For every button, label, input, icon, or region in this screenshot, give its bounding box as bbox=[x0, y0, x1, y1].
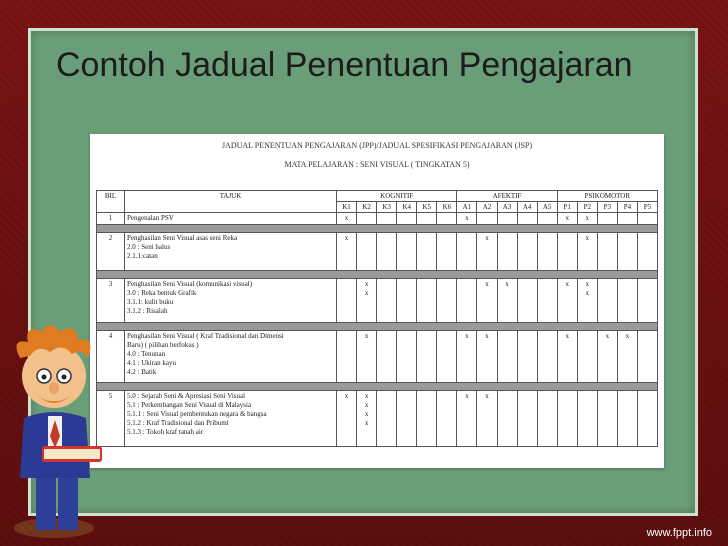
topic-line: Penghasilan Seni Visual asas seni Reka bbox=[127, 234, 238, 242]
mark: x bbox=[585, 214, 590, 222]
mark-cell-p2 bbox=[577, 213, 597, 225]
mark-cell-a5 bbox=[537, 331, 557, 383]
mark: x bbox=[344, 392, 349, 400]
row-number: 4 bbox=[97, 331, 125, 383]
slide-title: Contoh Jadual Penentuan Pengajaran bbox=[56, 46, 633, 84]
mark-cell-p1 bbox=[557, 391, 577, 447]
topic-line: 2.0 : Seni halus bbox=[127, 243, 171, 251]
separator-cell bbox=[97, 323, 658, 331]
mark-cell-a1 bbox=[457, 279, 477, 323]
mark-cell-p2 bbox=[577, 391, 597, 447]
mark: x bbox=[364, 419, 369, 427]
subheader-p4: P4 bbox=[617, 202, 637, 213]
mark-cell-a1 bbox=[457, 213, 477, 225]
subheader-p1: P1 bbox=[557, 202, 577, 213]
row-separator bbox=[97, 383, 658, 391]
separator-cell bbox=[97, 225, 658, 233]
mark-cell-p1 bbox=[557, 233, 577, 271]
mark-cell-a1 bbox=[457, 331, 477, 383]
mark-cell-k5 bbox=[417, 213, 437, 225]
mark-cell-k4 bbox=[397, 279, 417, 323]
mark-cell-a4 bbox=[517, 391, 537, 447]
row-separator bbox=[97, 323, 658, 331]
mark-cell-p5 bbox=[637, 279, 657, 323]
subheader-a4: A4 bbox=[517, 202, 537, 213]
mark-cell-p4 bbox=[617, 213, 637, 225]
mark: x bbox=[565, 214, 569, 222]
row-topic bbox=[125, 391, 337, 447]
mark: x bbox=[485, 234, 489, 242]
teaching-specification-table bbox=[96, 190, 658, 447]
mark-cell-k6 bbox=[437, 213, 457, 225]
subheader-k2: K2 bbox=[357, 202, 377, 213]
mark-cell-k4 bbox=[397, 233, 417, 271]
mark-cell-p5 bbox=[637, 391, 657, 447]
row-number: 2 bbox=[97, 233, 125, 271]
document-image bbox=[90, 134, 664, 468]
mark-cell-p3 bbox=[597, 279, 617, 323]
table-row bbox=[97, 331, 658, 383]
subheader-k1: K1 bbox=[337, 202, 357, 213]
topic-line: 4.0 : Tenunan bbox=[127, 350, 166, 358]
mark-cell-k5 bbox=[417, 233, 437, 271]
mark: x bbox=[364, 401, 369, 409]
mark-cell-k5 bbox=[417, 331, 437, 383]
subheader-a5: A5 bbox=[537, 202, 557, 213]
mark-cell-a3 bbox=[497, 391, 517, 447]
mark: x bbox=[585, 289, 590, 297]
subheader-a3: A3 bbox=[497, 202, 517, 213]
row-topic bbox=[125, 279, 337, 323]
topic-line: 3.1.1: kulit buku bbox=[127, 298, 174, 306]
mark-cell-k5 bbox=[417, 391, 437, 447]
document-subheading: MATA PELAJARAN : SENI VISUAL ( TINGKATAN 5) bbox=[284, 160, 470, 169]
mark-cell-a2 bbox=[477, 279, 497, 323]
mark-cell-p1 bbox=[557, 279, 577, 323]
subheader-k3: K3 bbox=[377, 202, 397, 213]
mark: x bbox=[364, 392, 369, 400]
mark-cell-p5 bbox=[637, 233, 657, 271]
header-bil: BIL bbox=[97, 191, 125, 213]
subheader-p5: P5 bbox=[637, 202, 657, 213]
mark: x bbox=[585, 280, 590, 288]
topic-line: 3.1.2 : Risalah bbox=[127, 307, 168, 315]
separator-cell bbox=[97, 383, 658, 391]
mark: x bbox=[364, 410, 369, 418]
mark-cell-p3 bbox=[597, 331, 617, 383]
mark-cell-p3 bbox=[597, 233, 617, 271]
mark-cell-k1 bbox=[337, 331, 357, 383]
topic-line: Penghasilan Seni Visual ( Kraf Tradisional dan Dimensi bbox=[127, 332, 284, 340]
mark-cell-a3 bbox=[497, 331, 517, 383]
mark-cell-p5 bbox=[637, 213, 657, 225]
mark-cell-k3 bbox=[377, 331, 397, 383]
header-tajuk: TAJUK bbox=[125, 191, 337, 213]
mark-cell-k3 bbox=[377, 233, 397, 271]
mark-cell-a1 bbox=[457, 233, 477, 271]
mark-cell-k3 bbox=[377, 391, 397, 447]
row-separator bbox=[97, 225, 658, 233]
mark: x bbox=[364, 289, 369, 297]
teacher-cartoon-icon bbox=[2, 318, 114, 546]
mark-cell-p2 bbox=[577, 331, 597, 383]
mark-cell-a2 bbox=[477, 391, 497, 447]
mark-cell-k3 bbox=[377, 279, 397, 323]
mark-cell-k6 bbox=[437, 233, 457, 271]
mark: x bbox=[465, 392, 469, 400]
mark-cell-k1 bbox=[337, 213, 357, 225]
row-number: 3 bbox=[97, 279, 125, 323]
mark-cell-a5 bbox=[537, 233, 557, 271]
mark-cell-p4 bbox=[617, 233, 637, 271]
topic-line: 3.0 : Reka bentuk Grafik bbox=[127, 289, 197, 297]
mark: x bbox=[505, 280, 509, 288]
topic-line: 5.1.3 : Tokoh kraf tanah air bbox=[127, 428, 204, 436]
topic-line: 4.1 : Ukiran kayu bbox=[127, 359, 176, 367]
mark-cell-k4 bbox=[397, 331, 417, 383]
mark: x bbox=[485, 392, 489, 400]
mark: x bbox=[465, 214, 469, 222]
mark-cell-k3 bbox=[377, 213, 397, 225]
mark-cell-p4 bbox=[617, 391, 637, 447]
mark-cell-k4 bbox=[397, 391, 417, 447]
mark: x bbox=[364, 332, 369, 340]
header-afektif: AFEKTIF bbox=[457, 191, 557, 202]
mark-cell-k5 bbox=[417, 279, 437, 323]
mark-cell-a5 bbox=[537, 213, 557, 225]
mark: x bbox=[485, 332, 489, 340]
mark-cell-k1 bbox=[337, 279, 357, 323]
mark-cell-a2 bbox=[477, 331, 497, 383]
subheader-a1: A1 bbox=[457, 202, 477, 213]
mark: x bbox=[625, 332, 630, 340]
mark: x bbox=[344, 234, 349, 242]
mark-cell-a2 bbox=[477, 213, 497, 225]
mark-cell-p5 bbox=[637, 331, 657, 383]
mark: x bbox=[364, 280, 369, 288]
mark-cell-k2 bbox=[357, 279, 377, 323]
table-row bbox=[97, 391, 658, 447]
mark: x bbox=[344, 214, 349, 222]
row-number: 1 bbox=[97, 213, 125, 225]
mark-cell-a3 bbox=[497, 233, 517, 271]
mark-cell-a4 bbox=[517, 331, 537, 383]
header-kognitif: KOGNITIF bbox=[337, 191, 457, 202]
row-separator bbox=[97, 271, 658, 279]
mark: x bbox=[585, 234, 590, 242]
row-topic bbox=[125, 331, 337, 383]
mark-cell-a3 bbox=[497, 279, 517, 323]
topic-line: 2.1.1:catan bbox=[127, 252, 158, 260]
mark-cell-a1 bbox=[457, 391, 477, 447]
topic-line: 5.0 : Sejarah Seni & Apresiasi Seni Visual bbox=[127, 392, 246, 400]
row-number: 5 bbox=[97, 391, 125, 447]
mark: x bbox=[465, 332, 469, 340]
mark-cell-a2 bbox=[477, 233, 497, 271]
topic-line: Baru) ( pilihan berfokus ) bbox=[127, 341, 199, 349]
subheader-a2: A2 bbox=[477, 202, 497, 213]
topic-line: 5.1.1 : Seni Visual pembentukan negara & bangsa bbox=[127, 410, 267, 418]
mark-cell-p4 bbox=[617, 279, 637, 323]
subheader-k5: K5 bbox=[417, 202, 437, 213]
subheader-k4: K4 bbox=[397, 202, 417, 213]
mark-cell-a4 bbox=[517, 233, 537, 271]
mark-cell-p3 bbox=[597, 213, 617, 225]
mark-cell-k2 bbox=[357, 213, 377, 225]
mark-cell-k2 bbox=[357, 391, 377, 447]
mark-cell-k4 bbox=[397, 213, 417, 225]
document-heading: JADUAL PENENTUAN PENGAJARAN (JPP)/JADUAL SPESIFIKASI PENGAJARAN (JSP) bbox=[221, 141, 533, 150]
mark-cell-a5 bbox=[537, 279, 557, 323]
separator-cell bbox=[97, 271, 658, 279]
row-topic bbox=[125, 213, 337, 225]
table-row bbox=[97, 213, 658, 225]
mark-cell-p3 bbox=[597, 391, 617, 447]
header-psikomotor: PSIKOMOTOR bbox=[557, 191, 657, 202]
subheader-k6: K6 bbox=[437, 202, 457, 213]
footer-url: www.fppt.info bbox=[646, 527, 712, 539]
mark-cell-k6 bbox=[437, 391, 457, 447]
mark-cell-k6 bbox=[437, 279, 457, 323]
topic-line: 5.1.2 : Kraf Tradisional dan Pribumi bbox=[127, 419, 229, 427]
row-topic bbox=[125, 233, 337, 271]
mark-cell-p4 bbox=[617, 331, 637, 383]
mark: x bbox=[605, 332, 610, 340]
topic-line: 4.2 : Batik bbox=[127, 368, 157, 376]
topic-line: Penghasilan Seni Visual (komunikasi visual) bbox=[127, 280, 253, 288]
subheader-p2: P2 bbox=[577, 202, 597, 213]
mark-cell-p2 bbox=[577, 279, 597, 323]
mark-cell-p1 bbox=[557, 213, 577, 225]
table-row bbox=[97, 233, 658, 271]
mark-cell-a3 bbox=[497, 213, 517, 225]
mark-cell-a4 bbox=[517, 279, 537, 323]
mark: x bbox=[565, 280, 569, 288]
mark-cell-a4 bbox=[517, 213, 537, 225]
mark: x bbox=[485, 280, 489, 288]
mark-cell-a5 bbox=[537, 391, 557, 447]
mark: x bbox=[565, 332, 569, 340]
mark-cell-k2 bbox=[357, 233, 377, 271]
mark-cell-k6 bbox=[437, 331, 457, 383]
topic-line: Pengenalan PSV bbox=[127, 214, 174, 222]
subheader-p3: P3 bbox=[597, 202, 617, 213]
table-row bbox=[97, 279, 658, 323]
mark-cell-p2 bbox=[577, 233, 597, 271]
topic-line: 5.1 : Perkembangan Seni Visual di Malaysia bbox=[127, 401, 252, 409]
mark-cell-k1 bbox=[337, 391, 357, 447]
mark-cell-k1 bbox=[337, 233, 357, 271]
mark-cell-p1 bbox=[557, 331, 577, 383]
mark-cell-k2 bbox=[357, 331, 377, 383]
